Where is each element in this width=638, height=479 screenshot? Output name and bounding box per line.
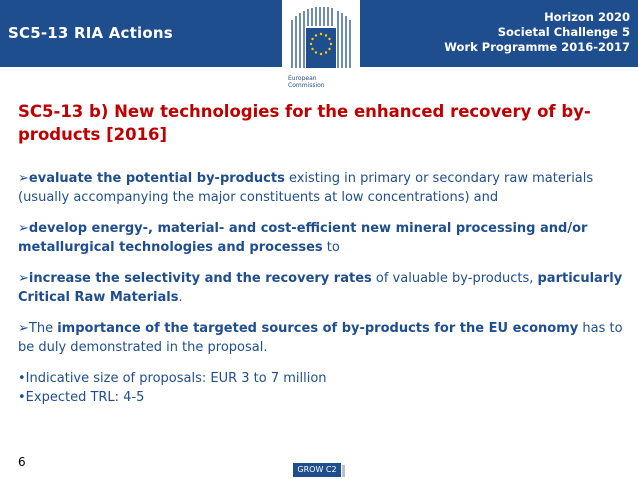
programme-line-2: Societal Challenge 5 — [497, 25, 630, 39]
logo-wordmark: European Commission — [288, 75, 325, 89]
action-item: ➢The importance of the targeted sources of by-products for the EU economy has to be duly demonstrated in the proposal. — [18, 321, 623, 355]
commission-building-icon — [286, 6, 356, 72]
programme-line-3: Work Programme 2016-2017 — [444, 40, 630, 54]
list-item: •Expected TRL: 4-5 — [18, 390, 145, 405]
european-commission-logo — [282, 0, 360, 90]
programme-line-1: Horizon 2020 — [544, 10, 630, 24]
page-number: 6 — [18, 455, 26, 469]
action-item: ➢increase the selectivity and the recovery rates of valuable by-products, particularly Critical Raw Materials. — [18, 271, 623, 305]
action-item: ➢develop energy-, material- and cost-efficient new mineral processing and/or metallurgical technologies and processes to — [18, 221, 588, 255]
slide-heading: SC5-13 b) New technologies for the enhanced recovery of by-products [2016] — [18, 102, 591, 144]
slide-body — [18, 169, 630, 407]
programme-info — [444, 10, 630, 55]
arrow-bullet-icon: ➢ — [18, 171, 29, 186]
arrow-bullet-icon: ➢ — [18, 221, 29, 236]
arrow-bullet-icon: ➢ — [18, 321, 29, 336]
header-title: SC5-13 RIA Actions — [8, 24, 173, 42]
arrow-bullet-icon: ➢ — [18, 271, 29, 286]
list-item: •Indicative size of proposals: EUR 3 to 7 million — [18, 371, 327, 386]
facts-list — [18, 369, 630, 407]
action-item: ➢evaluate the potential by-products existing in primary or secondary raw materials (usually accompanying the major constituents at low concentrations) and — [18, 171, 594, 205]
unit-badge: GROW C2 — [293, 463, 341, 477]
